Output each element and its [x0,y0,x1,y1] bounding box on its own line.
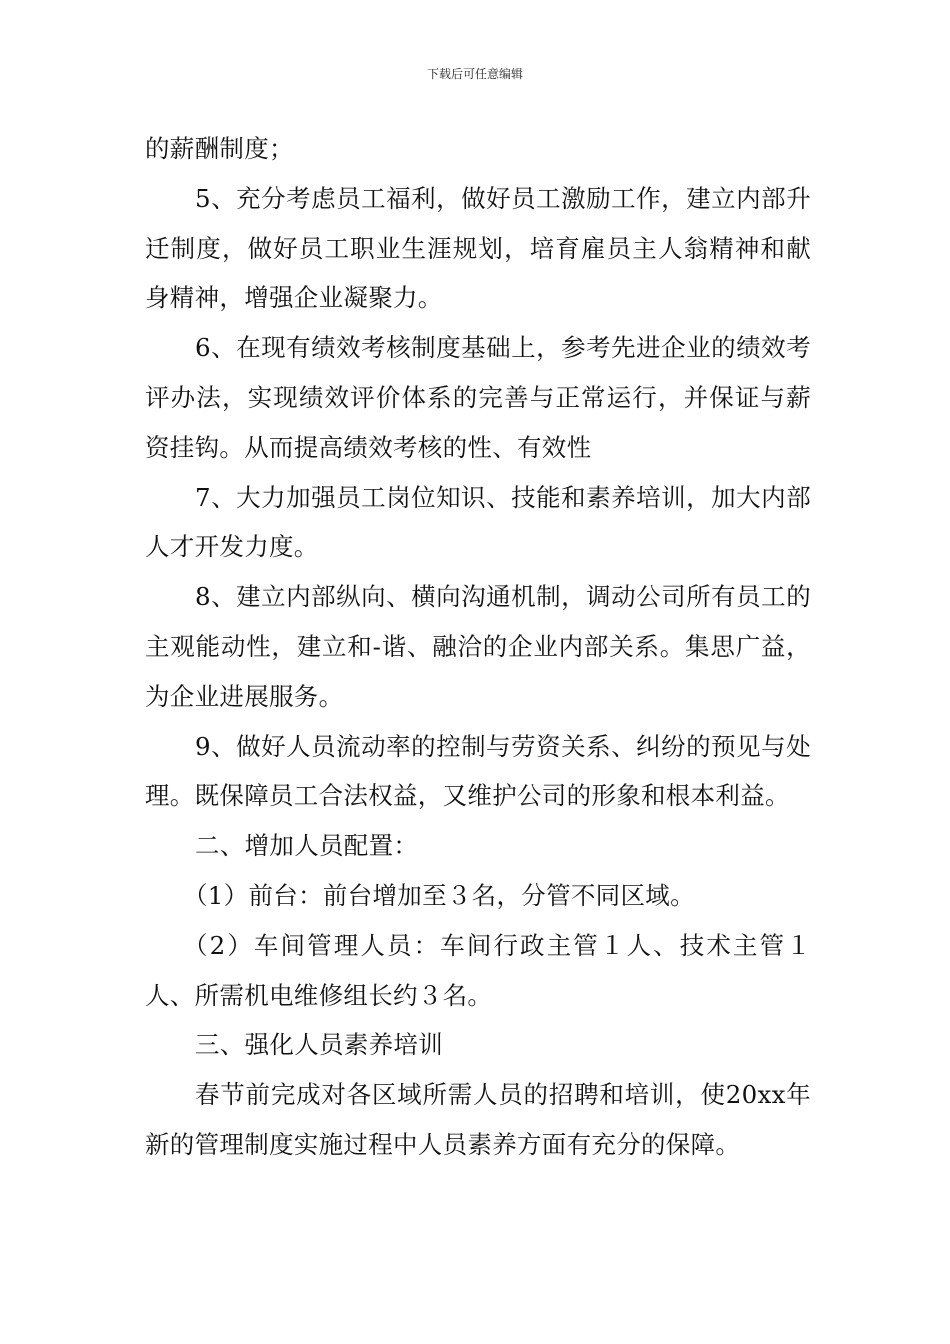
section-heading-2: 二、增加人员配置： [195,831,419,861]
paragraph-5: 8、建立内部纵向、横向沟通机制，调动公司所有员工的主观能动性，建立和-谐、融洽的企业内部关系。集思广益，为企业进展服务。 [145,582,811,711]
paragraph-workshop-staff: （2）车间管理人员：车间行政主管１人、技术主管１人、所需机电维修组长约３名。 [145,930,811,1010]
paragraph-6: 9、做好人员流动率的控制与劳资关系、纠纷的预见与处理。既保障员工合法权益，又维护公司的形象和根本利益。 [145,731,811,811]
page-header-note: 下载后可任意编辑 [426,67,523,81]
paragraph-1: 的薪酬制度； [145,134,294,163]
paragraph-training: 春节前完成对各区域所需人员的招聘和培训，使20xx年新的管理制度实施过程中人员素养方面有充分的保障。 [145,1080,811,1159]
document-body [145,124,811,1170]
paragraph-3: 6、在现有绩效考核制度基础上，参考先进企业的绩效考评办法，实现绩效评价体系的完善与正常运行，并保证与薪资挂钩。从而提高绩效考核的性、有效性 [145,333,811,462]
section-heading-3: 三、强化人员素养培训 [195,1030,443,1060]
paragraph-2: 5、充分考虑员工福利，做好员工激励工作，建立内部升迁制度，做好员工职业生涯规划，培育雇员主人翁精神和献身精神，增强企业凝聚力。 [145,183,811,313]
paragraph-4: 7、大力加强员工岗位知识、技能和素养培训，加大内部人才开发力度。 [145,482,811,562]
paragraph-front-desk: （1）前台：前台增加至３名，分管不同区域。 [183,880,695,910]
